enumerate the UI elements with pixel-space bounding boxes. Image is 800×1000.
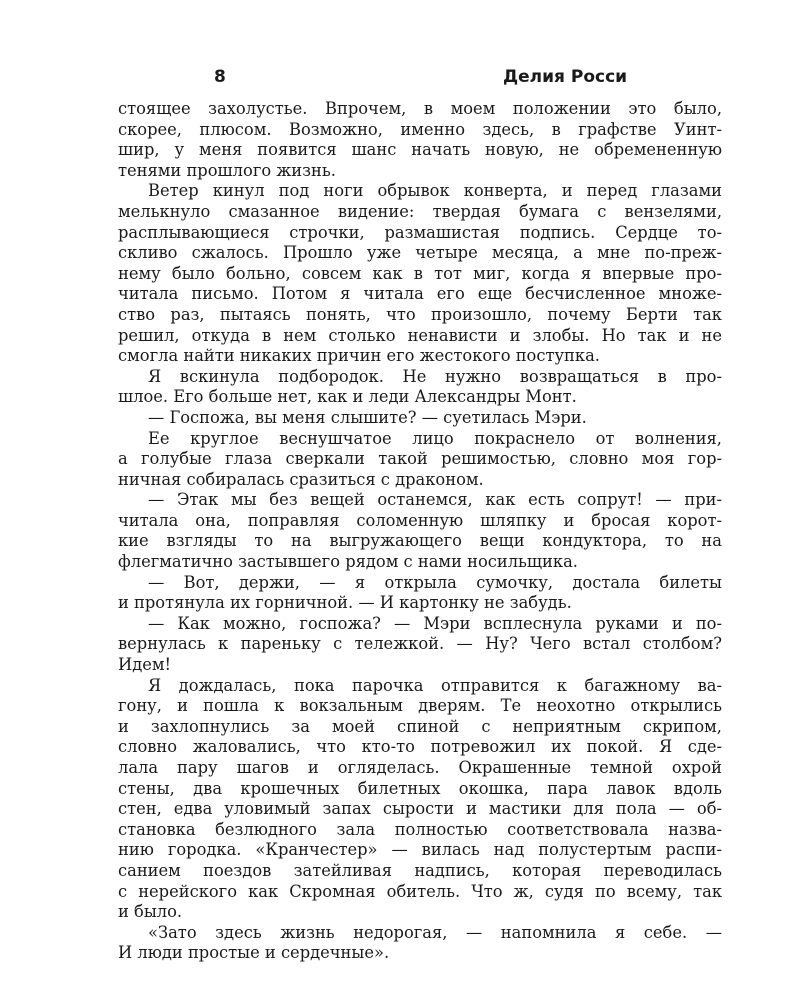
text-line: Идем!	[118, 655, 172, 675]
text-line: — Госпожа, вы меня слышите? — суетилась Мэри.	[148, 407, 587, 427]
text-line: кие взгляды то на выгружающего вещи кондуктора, то на	[118, 531, 722, 551]
text-line: флегматично застывшего рядом с нами носильщика.	[118, 552, 578, 572]
text-line: ничная собиралась сразиться с драконом.	[118, 469, 484, 489]
body-text	[118, 99, 722, 964]
text-line: вернулась к пареньку с тележкой. — Ну? Чего встал столбом?	[118, 634, 722, 654]
text-line: И люди простые и сердечные».	[118, 943, 390, 963]
text-line: нию городка. «Кранчестер» — вилась над полустертым распи-	[118, 840, 722, 860]
running-title: Делия Росси	[503, 67, 628, 87]
text-line: читала она, поправляя соломенную шляпку и бросая корот-	[118, 510, 722, 530]
text-line: с нерейского как Скромная обитель. Что ж, судя по всему, так	[118, 881, 722, 901]
text-line: становка безлюдного зала полностью соответствовала назва-	[118, 819, 722, 839]
text-line: стоящее захолустье. Впрочем, в моем положении это было,	[118, 99, 722, 118]
text-line: и протянула их горничной. — И картонку не забудь.	[118, 593, 572, 613]
text-line: читала письмо. Потом я читала его еще бесчисленное множе-	[118, 284, 722, 304]
text-line: лала пару шагов и огляделась. Окрашенные темной охрой	[118, 758, 722, 777]
text-line: — Как можно, госпожа? — Мэри всплеснула руками и по-	[148, 613, 722, 633]
text-line: нему было больно, совсем как в тот миг, когда я впервые про-	[118, 263, 722, 283]
text-line: — Вот, держи, — я открыла сумочку, достала билеты	[148, 572, 722, 592]
text-line: мелькнуло смазанное видение: твердая бумага с вензелями,	[118, 201, 722, 221]
text-line: Я вскинула подбородок. Не нужно возвращаться в про-	[148, 366, 722, 386]
text-line: решил, откуда в нем столько ненависти и злобы. Но так и не	[118, 325, 722, 345]
text-line: — Этак мы без вещей останемся, как есть сопрут! — при-	[148, 490, 722, 510]
text-line: словно жаловались, что кто-то потревожил их покой. Я сде-	[118, 737, 722, 757]
text-line: Ветер кинул под ноги обрывок конверта, и перед глазами	[148, 181, 722, 201]
page-number: 8	[214, 67, 226, 87]
text-line: стены, два крошечных билетных окошка, пара лавок вдоль	[118, 778, 722, 798]
text-line: санием поездов затейливая надпись, которая переводилась	[118, 860, 722, 880]
text-line: «Зато здесь жизнь недорогая, — напомнила я себе. —	[148, 922, 722, 942]
text-line: гону, и пошла к вокзальным дверям. Те неохотно открылись	[118, 696, 722, 716]
text-line: шир, у меня появится шанс начать новую, не обремененную	[118, 140, 722, 160]
text-line: стен, едва уловимый запах сырости и мастики для пола — об-	[118, 799, 722, 819]
text-line: Я дождалась, пока парочка отправится к багажному ва-	[148, 675, 722, 695]
running-header	[118, 67, 722, 91]
text-line: расплывающиеся строчки, размашистая подпись. Сердце то-	[118, 222, 722, 242]
text-line: скливо сжалось. Прошло уже четыре месяца, а мне по-преж-	[118, 243, 722, 263]
text-line: Ее круглое веснушчатое лицо покраснело от волнения,	[148, 428, 722, 448]
text-line: а голубые глаза сверкали такой решимостью, словно моя гор-	[118, 449, 722, 469]
text-line: смогла найти никаких причин его жестокого поступка.	[118, 346, 600, 366]
text-line: скорее, плюсом. Возможно, именно здесь, в графстве Уинт-	[118, 119, 722, 139]
text-line: тенями прошлого жизнь.	[118, 160, 336, 180]
text-line: шлое. Его больше нет, как и леди Александры Монт.	[118, 387, 577, 407]
text-line: и было.	[118, 902, 183, 922]
text-line: и захлопнулись за моей спиной с неприятным скрипом,	[118, 716, 722, 736]
text-line: ство раз, пытаясь понять, что произошло, почему Берти так	[118, 304, 722, 324]
